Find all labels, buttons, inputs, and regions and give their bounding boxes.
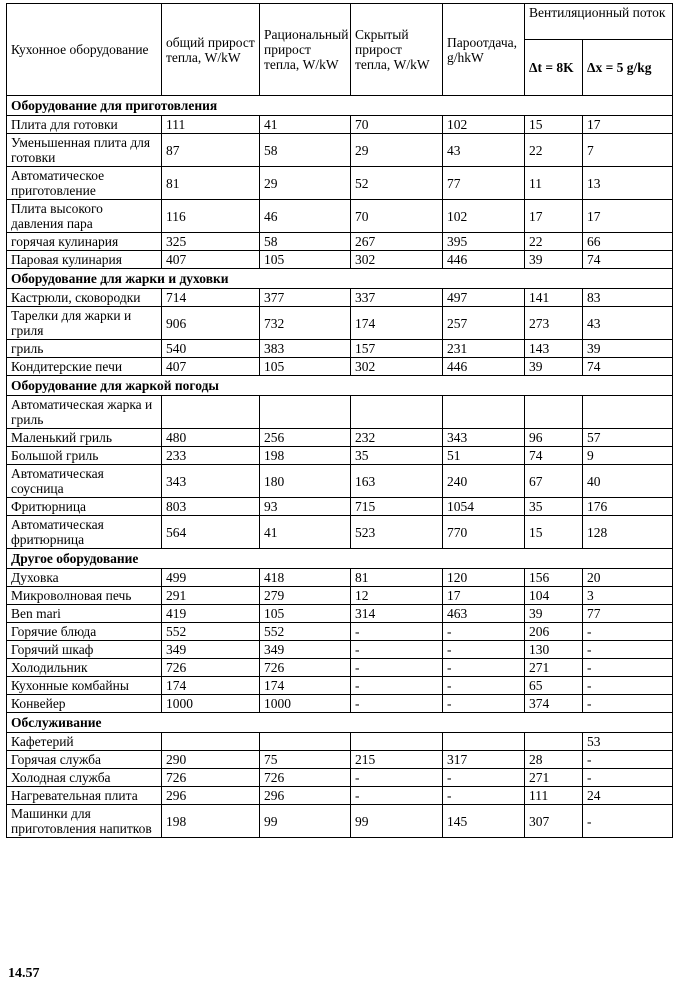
equipment-name-cell: Кафетерий	[7, 733, 162, 751]
total-cell: 111	[162, 116, 260, 134]
dt-cell: 39	[525, 358, 583, 376]
rational-cell	[260, 733, 351, 751]
total-cell	[162, 396, 260, 429]
equipment-name-cell: Ben mari	[7, 605, 162, 623]
table-row	[7, 787, 673, 805]
table-row	[7, 516, 673, 549]
equipment-name-cell: Автоматическое приготовление	[7, 167, 162, 200]
latent-cell: 302	[351, 358, 443, 376]
table-row	[7, 200, 673, 233]
table-row	[7, 587, 673, 605]
latent-cell: 215	[351, 751, 443, 769]
dx-cell: 66	[583, 233, 673, 251]
page-footer-number: 14.57	[8, 966, 40, 981]
equipment-name-cell: Кастрюли, сковородки	[7, 289, 162, 307]
equipment-name-cell: Уменьшенная плита для готовки	[7, 134, 162, 167]
dx-cell: -	[583, 641, 673, 659]
total-cell: 296	[162, 787, 260, 805]
latent-cell: 314	[351, 605, 443, 623]
section-title: Оборудование для приготовления	[7, 96, 673, 116]
table-row	[7, 695, 673, 713]
equipment-name-cell: горячая кулинария	[7, 233, 162, 251]
steam-cell	[443, 733, 525, 751]
rational-cell: 383	[260, 340, 351, 358]
latent-cell: 715	[351, 498, 443, 516]
dx-cell: 74	[583, 251, 673, 269]
dx-cell: 20	[583, 569, 673, 587]
table-row	[7, 733, 673, 751]
dx-cell: 77	[583, 605, 673, 623]
total-cell: 564	[162, 516, 260, 549]
total-cell: 233	[162, 447, 260, 465]
total-cell: 291	[162, 587, 260, 605]
latent-cell: -	[351, 695, 443, 713]
steam-cell: 43	[443, 134, 525, 167]
latent-cell: 174	[351, 307, 443, 340]
section-header-row	[7, 713, 673, 733]
total-cell: 499	[162, 569, 260, 587]
equipment-name-cell: Микроволновая печь	[7, 587, 162, 605]
dx-cell: 17	[583, 116, 673, 134]
latent-cell: 267	[351, 233, 443, 251]
dx-cell: -	[583, 805, 673, 838]
table-row	[7, 307, 673, 340]
latent-cell: -	[351, 659, 443, 677]
rational-cell: 29	[260, 167, 351, 200]
table-row	[7, 569, 673, 587]
table-row	[7, 623, 673, 641]
equipment-name-cell: Автоматическая соусница	[7, 465, 162, 498]
table-row	[7, 358, 673, 376]
dt-cell: 28	[525, 751, 583, 769]
latent-cell	[351, 396, 443, 429]
latent-cell: 163	[351, 465, 443, 498]
table-row	[7, 134, 673, 167]
steam-cell: 463	[443, 605, 525, 623]
equipment-name-cell: Маленький гриль	[7, 429, 162, 447]
steam-cell: -	[443, 677, 525, 695]
equipment-name-cell: Конвейер	[7, 695, 162, 713]
table-row	[7, 396, 673, 429]
rational-cell: 726	[260, 659, 351, 677]
dx-cell: -	[583, 659, 673, 677]
dx-cell: 39	[583, 340, 673, 358]
rational-cell	[260, 396, 351, 429]
dt-cell: 35	[525, 498, 583, 516]
rational-cell: 41	[260, 116, 351, 134]
dt-cell: 104	[525, 587, 583, 605]
latent-cell: 70	[351, 200, 443, 233]
table-row	[7, 769, 673, 787]
total-cell: 803	[162, 498, 260, 516]
steam-cell: 1054	[443, 498, 525, 516]
table-row	[7, 805, 673, 838]
steam-cell: -	[443, 695, 525, 713]
total-cell: 480	[162, 429, 260, 447]
dt-cell: 206	[525, 623, 583, 641]
dt-cell: 374	[525, 695, 583, 713]
dt-cell: 15	[525, 516, 583, 549]
section-header-row	[7, 269, 673, 289]
latent-cell: 232	[351, 429, 443, 447]
steam-cell: 446	[443, 251, 525, 269]
rational-cell: 46	[260, 200, 351, 233]
table-row	[7, 659, 673, 677]
dt-cell: 17	[525, 200, 583, 233]
rational-cell: 279	[260, 587, 351, 605]
equipment-name-cell: Горячие блюда	[7, 623, 162, 641]
dx-cell: 24	[583, 787, 673, 805]
header-dt: Δt = 8K	[525, 40, 583, 96]
dt-cell: 111	[525, 787, 583, 805]
dx-cell: 83	[583, 289, 673, 307]
total-cell: 116	[162, 200, 260, 233]
rational-cell: 1000	[260, 695, 351, 713]
header-dx: Δx = 5 g/kg	[583, 40, 673, 96]
rational-cell: 349	[260, 641, 351, 659]
rational-cell: 732	[260, 307, 351, 340]
rational-cell: 58	[260, 233, 351, 251]
rational-cell: 105	[260, 251, 351, 269]
steam-cell: 102	[443, 116, 525, 134]
dt-cell: 22	[525, 134, 583, 167]
section-title: Обслуживание	[7, 713, 673, 733]
equipment-name-cell: Паровая кулинария	[7, 251, 162, 269]
rational-cell: 105	[260, 605, 351, 623]
equipment-name-cell: Горячая служба	[7, 751, 162, 769]
total-cell: 407	[162, 251, 260, 269]
table-row	[7, 641, 673, 659]
header-steam: Пароотдача, g/hkW	[443, 4, 525, 96]
table-row	[7, 167, 673, 200]
total-cell: 349	[162, 641, 260, 659]
dx-cell: -	[583, 769, 673, 787]
rational-cell: 93	[260, 498, 351, 516]
latent-cell: 337	[351, 289, 443, 307]
total-cell: 87	[162, 134, 260, 167]
table-row	[7, 116, 673, 134]
steam-cell: 317	[443, 751, 525, 769]
table-row	[7, 498, 673, 516]
equipment-name-cell: Плита для готовки	[7, 116, 162, 134]
total-cell: 1000	[162, 695, 260, 713]
section-header-row	[7, 96, 673, 116]
rational-cell: 418	[260, 569, 351, 587]
total-cell: 552	[162, 623, 260, 641]
dx-cell: 176	[583, 498, 673, 516]
steam-cell: -	[443, 641, 525, 659]
equipment-name-cell: гриль	[7, 340, 162, 358]
steam-cell: 17	[443, 587, 525, 605]
total-cell: 714	[162, 289, 260, 307]
section-header-row	[7, 549, 673, 569]
total-cell: 540	[162, 340, 260, 358]
dx-cell: -	[583, 695, 673, 713]
total-cell: 906	[162, 307, 260, 340]
section-header-row	[7, 376, 673, 396]
rational-cell: 180	[260, 465, 351, 498]
total-cell: 290	[162, 751, 260, 769]
steam-cell: 120	[443, 569, 525, 587]
steam-cell: 770	[443, 516, 525, 549]
dx-cell: 43	[583, 307, 673, 340]
equipment-name-cell: Большой гриль	[7, 447, 162, 465]
equipment-name-cell: Нагревательная плита	[7, 787, 162, 805]
steam-cell: 497	[443, 289, 525, 307]
header-vent: Вентиляционный поток	[525, 4, 673, 40]
rational-cell: 58	[260, 134, 351, 167]
equipment-name-cell: Горячий шкаф	[7, 641, 162, 659]
dx-cell: 13	[583, 167, 673, 200]
equipment-name-cell: Фритюрница	[7, 498, 162, 516]
section-title: Оборудование для жарки и духовки	[7, 269, 673, 289]
latent-cell: -	[351, 787, 443, 805]
total-cell: 198	[162, 805, 260, 838]
steam-cell: 231	[443, 340, 525, 358]
rational-cell: 726	[260, 769, 351, 787]
equipment-name-cell: Кондитерские печи	[7, 358, 162, 376]
steam-cell: 145	[443, 805, 525, 838]
steam-cell: 77	[443, 167, 525, 200]
latent-cell: 99	[351, 805, 443, 838]
equipment-name-cell: Тарелки для жарки и гриля	[7, 307, 162, 340]
table-row	[7, 751, 673, 769]
header-latent: Скрытый прирост тепла, W/kW	[351, 4, 443, 96]
steam-cell: 240	[443, 465, 525, 498]
dt-cell: 15	[525, 116, 583, 134]
dt-cell: 143	[525, 340, 583, 358]
latent-cell: 12	[351, 587, 443, 605]
steam-cell: 102	[443, 200, 525, 233]
dt-cell: 273	[525, 307, 583, 340]
equipment-name-cell: Плита высокого давления пара	[7, 200, 162, 233]
latent-cell: -	[351, 623, 443, 641]
table-row	[7, 340, 673, 358]
latent-cell: 70	[351, 116, 443, 134]
equipment-name-cell: Автоматическая фритюрница	[7, 516, 162, 549]
dx-cell: 40	[583, 465, 673, 498]
total-cell: 726	[162, 769, 260, 787]
dt-cell: 11	[525, 167, 583, 200]
dt-cell: 39	[525, 605, 583, 623]
dt-cell: 96	[525, 429, 583, 447]
dx-cell: 53	[583, 733, 673, 751]
dx-cell: 74	[583, 358, 673, 376]
table-row	[7, 677, 673, 695]
equipment-name-cell: Кухонные комбайны	[7, 677, 162, 695]
total-cell	[162, 733, 260, 751]
steam-cell: -	[443, 659, 525, 677]
table-row	[7, 233, 673, 251]
rational-cell: 377	[260, 289, 351, 307]
dt-cell	[525, 733, 583, 751]
dt-cell	[525, 396, 583, 429]
latent-cell: 157	[351, 340, 443, 358]
table-row	[7, 251, 673, 269]
dx-cell	[583, 396, 673, 429]
dt-cell: 65	[525, 677, 583, 695]
rational-cell: 174	[260, 677, 351, 695]
equipment-name-cell: Духовка	[7, 569, 162, 587]
latent-cell: 35	[351, 447, 443, 465]
dt-cell: 39	[525, 251, 583, 269]
header-total: общий прирост тепла, W/kW	[162, 4, 260, 96]
heat-gain-table	[6, 3, 673, 838]
rational-cell: 256	[260, 429, 351, 447]
total-cell: 419	[162, 605, 260, 623]
table-row	[7, 447, 673, 465]
rational-cell: 99	[260, 805, 351, 838]
table-row	[7, 429, 673, 447]
equipment-name-cell: Автоматическая жарка и гриль	[7, 396, 162, 429]
steam-cell: 51	[443, 447, 525, 465]
rational-cell: 75	[260, 751, 351, 769]
latent-cell: 29	[351, 134, 443, 167]
latent-cell: 302	[351, 251, 443, 269]
steam-cell	[443, 396, 525, 429]
steam-cell: -	[443, 623, 525, 641]
total-cell: 343	[162, 465, 260, 498]
dt-cell: 22	[525, 233, 583, 251]
steam-cell: 343	[443, 429, 525, 447]
latent-cell: -	[351, 641, 443, 659]
dt-cell: 130	[525, 641, 583, 659]
latent-cell: 523	[351, 516, 443, 549]
dt-cell: 74	[525, 447, 583, 465]
steam-cell: -	[443, 787, 525, 805]
latent-cell: 52	[351, 167, 443, 200]
dt-cell: 271	[525, 769, 583, 787]
latent-cell: -	[351, 677, 443, 695]
table-row	[7, 605, 673, 623]
dx-cell: 3	[583, 587, 673, 605]
rational-cell: 198	[260, 447, 351, 465]
dx-cell: -	[583, 751, 673, 769]
dx-cell: 9	[583, 447, 673, 465]
dt-cell: 156	[525, 569, 583, 587]
steam-cell: 257	[443, 307, 525, 340]
dx-cell: -	[583, 623, 673, 641]
latent-cell: 81	[351, 569, 443, 587]
total-cell: 726	[162, 659, 260, 677]
dt-cell: 271	[525, 659, 583, 677]
dx-cell: 17	[583, 200, 673, 233]
dx-cell: -	[583, 677, 673, 695]
table-row	[7, 289, 673, 307]
dt-cell: 307	[525, 805, 583, 838]
rational-cell: 41	[260, 516, 351, 549]
table-row	[7, 465, 673, 498]
dx-cell: 7	[583, 134, 673, 167]
equipment-name-cell: Машинки для приготовления напитков	[7, 805, 162, 838]
dt-cell: 141	[525, 289, 583, 307]
total-cell: 325	[162, 233, 260, 251]
rational-cell: 552	[260, 623, 351, 641]
steam-cell: -	[443, 769, 525, 787]
header-rational: Рациональный прирост тепла, W/kW	[260, 4, 351, 96]
latent-cell: -	[351, 769, 443, 787]
dx-cell: 128	[583, 516, 673, 549]
equipment-name-cell: Холодильник	[7, 659, 162, 677]
dt-cell: 67	[525, 465, 583, 498]
total-cell: 407	[162, 358, 260, 376]
equipment-name-cell: Холодная служба	[7, 769, 162, 787]
section-title: Оборудование для жаркой погоды	[7, 376, 673, 396]
header-equipment: Кухонное оборудование	[7, 4, 162, 96]
rational-cell: 296	[260, 787, 351, 805]
total-cell: 174	[162, 677, 260, 695]
latent-cell	[351, 733, 443, 751]
section-title: Другое оборудование	[7, 549, 673, 569]
dx-cell: 57	[583, 429, 673, 447]
total-cell: 81	[162, 167, 260, 200]
steam-cell: 395	[443, 233, 525, 251]
rational-cell: 105	[260, 358, 351, 376]
steam-cell: 446	[443, 358, 525, 376]
